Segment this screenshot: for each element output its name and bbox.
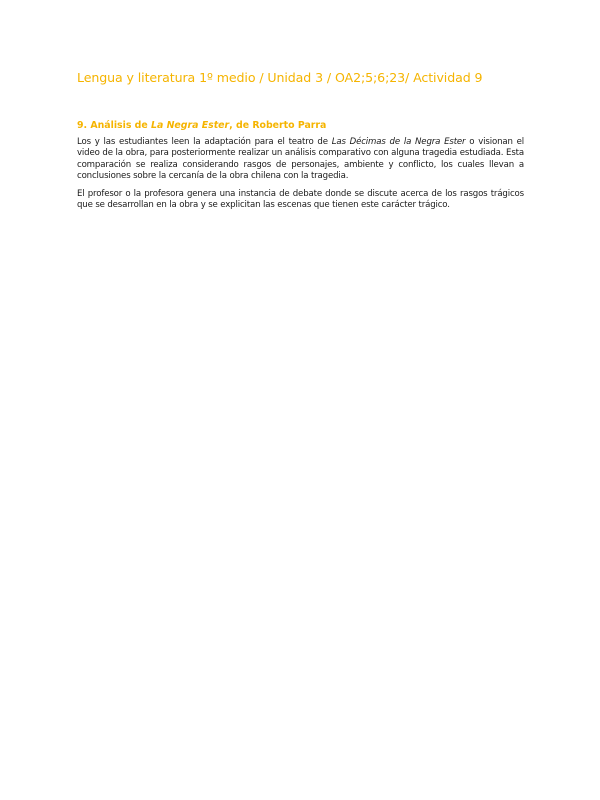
activity-title-suffix: , de Roberto Parra: [229, 120, 327, 131]
activity-paragraph-2: El profesor o la profesora genera una instancia de debate donde se discute acerca de los rasgos trágicos que se desarrollan en la obra y se explicitan las escenas que tienen este carácter trágico.: [77, 188, 524, 211]
paragraph-1-before: Los y las estudiantes leen la adaptación para el teatro de: [77, 137, 332, 147]
paragraph-1-after: o visionan el video de la obra, para posteriormente realizar un análisis comparativo con alguna tragedia estudiada. Esta comparación se realiza considerando rasgos de personajes, ambiente y conflicto, los cuales llevan a conclusiones sobre la cercanía de la obra chilena con la tragedia.: [77, 137, 524, 182]
paragraph-1-work: Las Décimas de la Negra Ester: [331, 137, 466, 147]
page-header: Lengua y literatura 1º medio / Unidad 3 / OA2;5;6;23/ Actividad 9: [77, 70, 483, 85]
activity-section: [77, 120, 524, 217]
activity-title-work: La Negra Ester: [151, 120, 230, 131]
activity-title-prefix: 9. Análisis de: [77, 120, 152, 131]
activity-paragraph-1: [77, 137, 524, 183]
activity-title: [77, 120, 524, 131]
